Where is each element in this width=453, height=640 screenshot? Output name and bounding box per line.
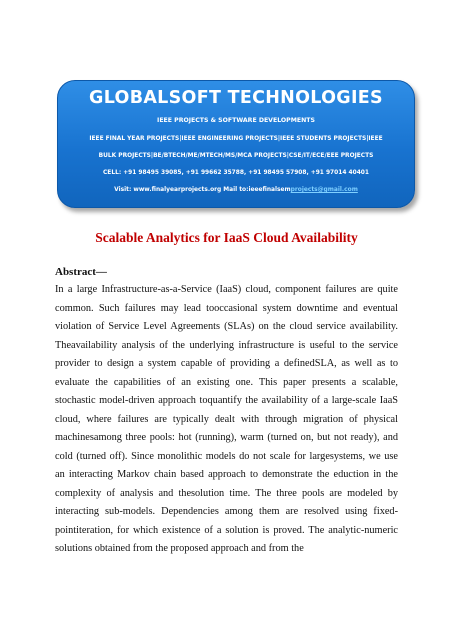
banner-contact-phones: CELL: +91 98495 39085, +91 99662 35788, +91 98495 57908, +91 97014 40401 — [102, 170, 369, 176]
banner-projects-line-2: BULK PROJECTS|BE/BTECH/ME/MTECH/MS/MCA PROJECTS|CSE/IT/ECE/EEE PROJECTS — [98, 153, 374, 159]
company-name: GLOBALSOFT TECHNOLOGIES — [89, 88, 383, 108]
company-banner — [57, 80, 415, 208]
paper-title: Scalable Analytics for IaaS Cloud Availability — [95, 230, 358, 245]
company-tagline: IEEE PROJECTS & SOFTWARE DEVELOPMENTS — [157, 117, 315, 124]
banner-projects-line-1: IEEE FINAL YEAR PROJECTS|IEEE ENGINEERING PROJECTS|IEEE STUDENTS PROJECTS|IEEE — [89, 136, 383, 142]
email-link[interactable]: projects@gmail.com — [290, 187, 358, 193]
abstract-body: In a large Infrastructure-as-a-Service (IaaS) cloud, component failures are quite common. Such failures may lead tooccasional system downtime and eventual violation of Service Level Agreements (SLAs) on the cloud service availability. Theavailability analysis of the underlying infrastructure is useful to the service provider to design a system capable of providing a definedSLA, as well as to evaluate the capabilities of an existing one. This paper presents a scalable, stochastic model-driven approach toquantify the availability of a large-scale IaaS cloud, where failures are typically dealt with through migration of physical machinesamong three pools: hot (running), warm (turned on, but not ready), and cold (turned off). Since monolithic models do not scale for largesystems, we use an interacting Markov chain based approach to demonstrate the eduction in the complexity of analysis and thesolution time. The three pools are modeled by interacting sub-models. Dependencies among them are resolved using fixed-pointiteration, for which existence of a solution is proved. The analytic-numeric solutions obtained from the proposed approach and from the — [55, 284, 398, 554]
abstract-heading: Abstract— — [55, 266, 107, 278]
banner-contact-web-mail — [62, 187, 410, 193]
banner-website-mail-text: Visit: www.finalyearprojects.org Mail to:ieeefinalsem — [114, 187, 291, 193]
